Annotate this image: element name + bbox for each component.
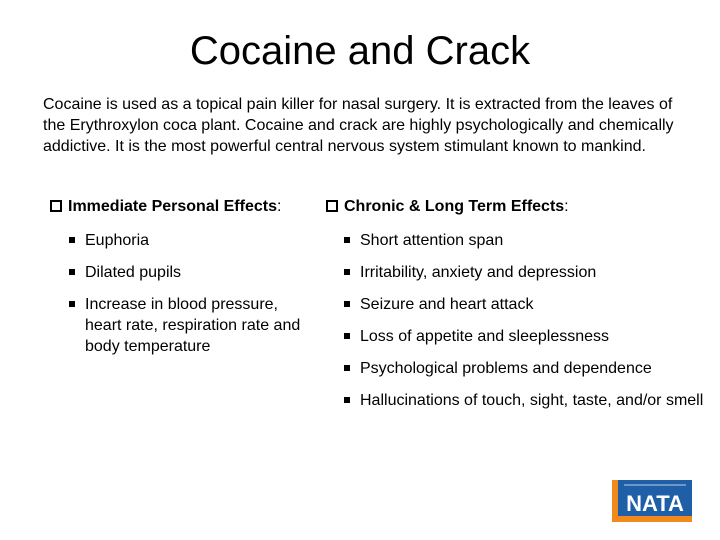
list-item	[69, 262, 314, 283]
logo-orange-strip	[618, 516, 692, 522]
square-bullet-icon	[69, 269, 75, 275]
list-item-text: Loss of appetite and sleeplessness	[360, 328, 610, 345]
list-item-text: Irritability, anxiety and depression	[360, 264, 597, 281]
square-bullet-icon	[344, 237, 350, 243]
logo-orange-bar	[612, 480, 618, 522]
list-item	[69, 294, 314, 357]
list-item-text: Psychological problems and dependence	[360, 360, 652, 377]
logo-wordmark: NATA	[626, 491, 684, 516]
square-bullet-icon	[69, 301, 75, 307]
list-item	[344, 294, 716, 315]
immediate-effects-colon: :	[276, 198, 282, 215]
slide-title: Cocaine and Crack	[189, 29, 531, 73]
list-item	[69, 230, 314, 251]
list-item-text: Hallucinations of touch, sight, taste, and/or smell	[360, 392, 704, 409]
square-bullet-icon	[344, 397, 350, 403]
list-item	[344, 390, 716, 411]
square-bullet-icon	[344, 365, 350, 371]
checkbox-bullet-icon	[50, 200, 62, 212]
square-bullet-icon	[344, 269, 350, 275]
nata-logo	[612, 478, 692, 522]
list-item-text: Increase in blood pressure, heart rate, respiration rate and body temperature	[85, 296, 301, 355]
immediate-effects-title: Immediate Personal Effects	[68, 198, 277, 215]
list-item-text: Seizure and heart attack	[360, 296, 534, 313]
list-item	[344, 230, 716, 251]
list-item	[344, 262, 716, 283]
square-bullet-icon	[344, 301, 350, 307]
checkbox-bullet-icon	[326, 200, 338, 212]
list-item	[344, 326, 716, 347]
chronic-effects-heading	[326, 196, 569, 218]
square-bullet-icon	[69, 237, 75, 243]
immediate-effects-list	[69, 230, 314, 368]
intro-paragraph: Cocaine is used as a topical pain killer for nasal surgery. It is extracted from the leaves of the Erythroxylon coca plant. Cocaine and crack are highly psychologically and chemically addictive. It is the most powerful central nervous system stimulant known to mankind.	[43, 96, 674, 155]
immediate-effects-heading	[50, 196, 281, 218]
list-item-text: Dilated pupils	[85, 264, 182, 281]
list-item	[344, 358, 716, 379]
list-item-text: Short attention span	[360, 232, 504, 249]
square-bullet-icon	[344, 333, 350, 339]
chronic-effects-colon: :	[564, 198, 569, 215]
chronic-effects-title: Chronic & Long Term Effects	[344, 198, 565, 215]
list-item-text: Euphoria	[85, 232, 150, 249]
chronic-effects-list	[344, 230, 716, 422]
